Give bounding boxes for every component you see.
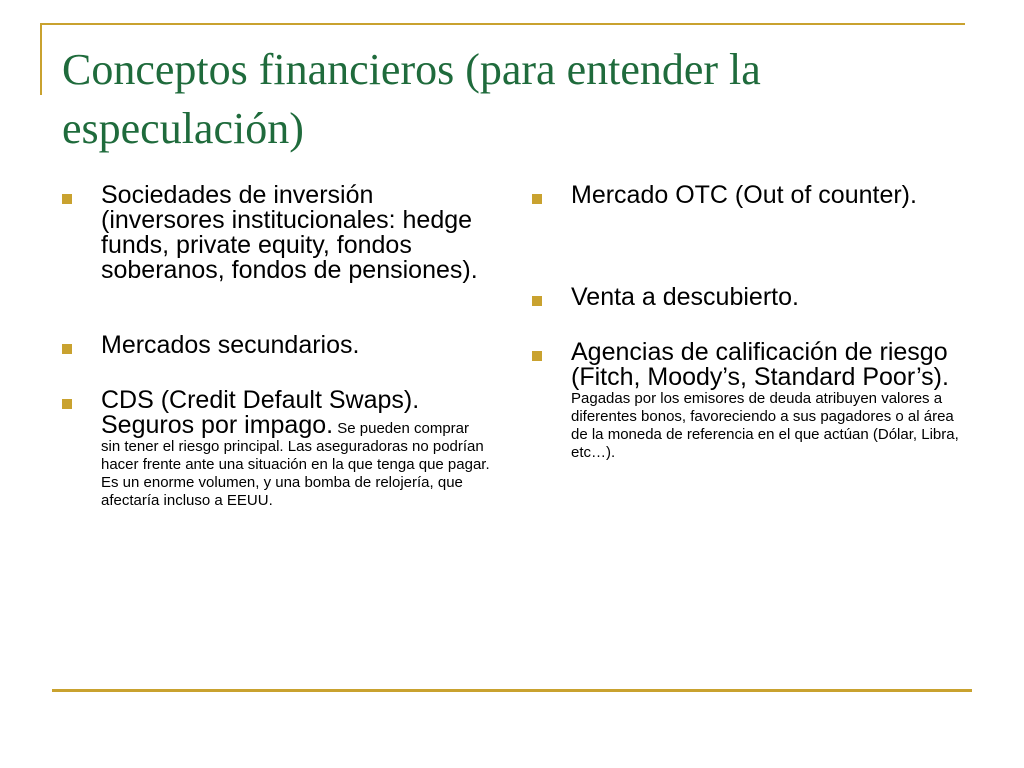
bullet-mercados-secundarios (62, 333, 492, 358)
bullet-sociedades-inversion (62, 183, 492, 283)
square-bullet-icon (532, 194, 542, 204)
square-bullet-icon (62, 344, 72, 354)
left-column-list (62, 183, 492, 510)
bullet-agencias-calificacion (532, 340, 962, 462)
bullet-detail-text: Pagadas por los emisores de deuda atribuyen valores a diferentes bonos, favoreciendo a sus pagadores o al área de la moneda de referencia en el que actúan (Dólar, Libra, etc…). (571, 390, 959, 461)
bullet-text: Venta a descubierto. (571, 283, 799, 311)
bullet-text: Agencias de calificación de riesgo (Fitch, Moody’s, Standard Poor’s). (571, 338, 949, 391)
bullet-text: Mercados secundarios. (101, 331, 360, 359)
right-column-list (532, 183, 962, 462)
square-bullet-icon (532, 351, 542, 361)
top-frame-line (40, 23, 965, 25)
square-bullet-icon (532, 296, 542, 306)
bullet-text: Sociedades de inversión (inversores institucionales: hedge funds, private equity, fondos soberanos, fondos de pensiones). (101, 181, 478, 284)
bullet-mercado-otc (532, 183, 962, 208)
slide-title: Conceptos financieros (para entender la especulación) (62, 45, 761, 153)
bullet-text: CDS (Credit Default Swaps). Seguros por impago. (101, 386, 420, 439)
left-frame-line (40, 23, 42, 95)
bullet-cds (62, 388, 492, 510)
bullet-detail-text: Se pueden comprar sin tener el riesgo principal. Las aseguradoras no podrían hacer frente ante una situación en la que tenga que pagar. Es un enorme volumen, y una bomba de relojería, que afectaría incluso a EEUU. (101, 420, 490, 509)
bottom-frame-line (52, 689, 972, 692)
square-bullet-icon (62, 194, 72, 204)
square-bullet-icon (62, 399, 72, 409)
bullet-text: Mercado OTC (Out of counter). (571, 181, 917, 209)
bullet-venta-descubierto (532, 285, 962, 310)
